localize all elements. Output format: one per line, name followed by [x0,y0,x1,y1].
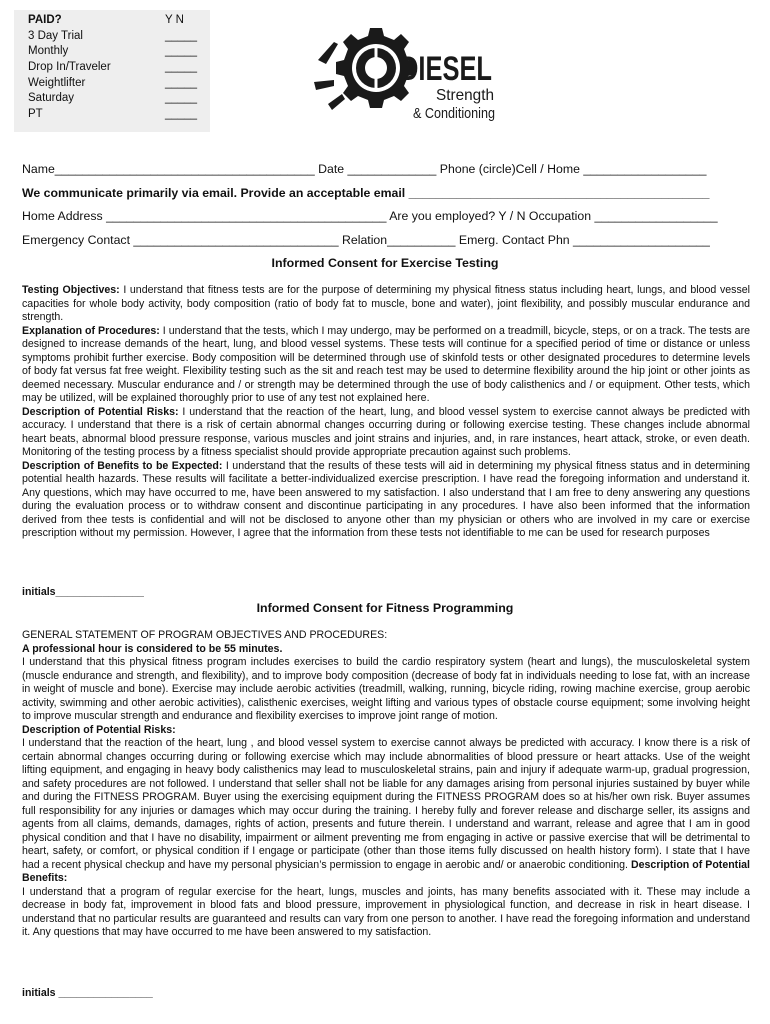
program-risks-text: I understand that the reaction of the heart, lung , and blood vessel system to exercise cannot always be predicted with accuracy. I know there is a risk of certain abnormal changes occurring during or following exercise which may include abnormalities of blood pressure or heart attacks. Use of the weight lifting equipment, and engaging in heavy body calisthenics may lead to musculoskeletal strains, pain and injury if adequate warm-up, gradual progression, and safety procedures are not followed. I understand that seller shall not be liable for any damages arising from personal injuries sustained by buyer while and during the FITNESS PROGRAM. Buyer using the exercising equipment during the FITNESS PROGRAM does so at his/her own risk. Buyer assumes full responsibility for any injuries or damages which may occur during the training. I hereby fully and forever release and discharge seller, its assigns and agents from all claims, demands, damages, rights of action, presents and future therein. I understand and warrant, release and agree that I am in good physical condition and that I have no disability, impairment or ailment preventing me from engaging in active or passive exercise that will be detrimental to heart, safety, or comfort, or physical condition if I engage or participate (other than those items fully discussed on health history form). I state that I have had a recent physical checkup and have my personal physician’s permission to engage in aerobic and/ or anaerobic conditioning. [22,737,750,871]
program-benefits-label: Description of Potential Benefits: [22,858,750,884]
program-risks-label: Description of Potential Risks: [22,723,176,736]
address-occupation-row[interactable]: Home Address _________________________________________ Are you employed? Y / N Occupation __________________ [22,209,718,223]
logo-line3: & Conditioning [413,105,495,122]
professional-hour: A professional hour is considered to be 55 minutes. [22,642,283,655]
testing-objectives-label: Testing Objectives: [22,284,120,296]
testing-risks-label: Description of Potential Risks: [22,405,179,418]
paid-option: PT [28,108,43,121]
logo-line2: Strength [436,87,494,104]
programming-initials[interactable]: initials ________________ [22,987,153,999]
programming-title: Informed Consent for Fitness Programming [256,601,514,615]
paid-blank[interactable]: _____ [165,108,197,121]
testing-title: Informed Consent for Exercise Testing [271,256,499,270]
name-date-phone-row[interactable]: Name______________________________________ Date _____________ Phone (circle)Cell / Home __________________ [22,162,707,176]
logo-line1: DIESEL [400,50,492,88]
contact-form [22,162,752,256]
testing-risks-text: I understand that the reaction of the heart, lung, and blood vessel system to exercise cannot always be predicted with accuracy. I understand that there is a risk of certain abnormal changes occurring during or following exercise testing. These changes include abnormal heart beats, abnormal blood pressure response, various muscles and joint strains and injuries, and, in rare instances, heart attack, stroke, or even death. Monitoring of the testing process by a fitness specialist should provide appropriate precaution against such problems. [22,405,750,458]
procedures-text: I understand that the tests, which I may undergo, may be performed on a treadmill, bicycle, steps, or on a track. The tests are designed to increase demands of the heart, lung, and blood vessel systems. These tests will continue for a specified period of time or distance or unless symptoms prohibit further exercise. Body composition will be determined through use of skinfold tests or other designated procedures to determine levels of body fat versus fat free weight. Flexibility testing such as the sit and reach test may be used to determine flexibility around the hip joint or other joints as deemed necessary. Muscular endurance and / or strength may be determined through the use of body calisthenics and / or equipment. Other tests, which may be utilized, will be explained thoroughly prior to use of any test not explained here. [22,324,750,404]
emergency-contact-row[interactable]: Emergency Contact ______________________________ Relation__________ Emerg. Contact Phn ____________________ [22,232,710,247]
testing-objectives-text: I understand that fitness tests are for the purpose of determining my physical fitness status including heart, lungs, and blood vessel capacities for whole body activity, body composition (ratio of body fat to muscle, bone and water), joint flexibility, and possibly muscular endurance and strength. [22,284,750,323]
paid-blank[interactable]: _____ [165,29,197,42]
paid-blank[interactable]: _____ [165,61,197,74]
paid-checklist [14,10,210,132]
program-benefits-text: I understand that a program of regular exercise for the heart, lungs, muscles and joints, has many benefits associated with it. These may include a decrease in body fat, improvement in blood fats and blood pressure, improvement in physiological function, and decrease in risk in heart disease. I understand that no particular results are guaranteed and results can vary from one person to another. I have read the foregoing information and understand it. Any questions that may have occurred to me have been answered to my satisfaction. [22,885,750,938]
procedures-label: Explanation of Procedures: [22,324,160,337]
paid-option: Saturday [28,92,75,105]
programming-consent-body [22,629,750,940]
paid-option: Weightlifter [28,76,86,89]
paid-blank[interactable]: _____ [165,45,197,58]
paid-blank[interactable]: _____ [165,76,197,89]
program-objectives-text: I understand that this physical fitness program includes exercises to build the cardio respiratory system (heart and lungs), the musculoskeletal system (muscle endurance and strength, and flexibility), and to improve body composition (decrease of body fat in individuals needing to lose fat, with an increase in weight of muscle and bone). Exercise may include aerobic activities (treadmill, walking, running, bicycle riding, rowing machine exercise, group aerobic activity, swimming and other aerobic activities), calisthenic exercises, weight lifting and various types of obstacle course equipment; some involving height to improve muscular strength and endurance and flexibility exercises to improve joint range of motion. [22,656,750,722]
testing-benefits-text: I understand that the results of these tests will aid in determining my physical fitness status and in determining potential health hazards. These results will facilitate a better-individualized exercise prescription. I have read the foregoing information and understand it. Any questions, which may have occurred to me, have been answered to my satisfaction. I also understand that I am free to deny answering any questions during the evaluation process or to withdraw consent and discontinue participating in any procedures. I have also been informed that the information derived from thee tests is confidential and will not be disclosed to anyone other than my physician or others who are involved in my care or exercise prescription without my permission. However, I agree that the information from these tests not identifiable to me can be used for research purposes [22,459,751,539]
paid-yn-header: Y N [165,14,184,26]
paid-blank[interactable]: _____ [165,92,197,105]
paid-option: Drop In/Traveler [28,61,111,74]
testing-initials[interactable]: initials_______________ [22,586,144,598]
paid-title: PAID? [28,14,62,26]
testing-consent-body [22,284,750,541]
email-row[interactable]: We communicate primarily via email. Provide an acceptable email ____________________________________________ [22,185,710,200]
diesel-logo [308,20,508,130]
paid-option: Monthly [28,45,69,58]
testing-benefits-label: Description of Benefits to be Expected: [22,459,223,472]
program-general-heading: GENERAL STATEMENT OF PROGRAM OBJECTIVES AND PROCEDURES: [22,629,388,641]
paid-option: 3 Day Trial [28,29,83,42]
